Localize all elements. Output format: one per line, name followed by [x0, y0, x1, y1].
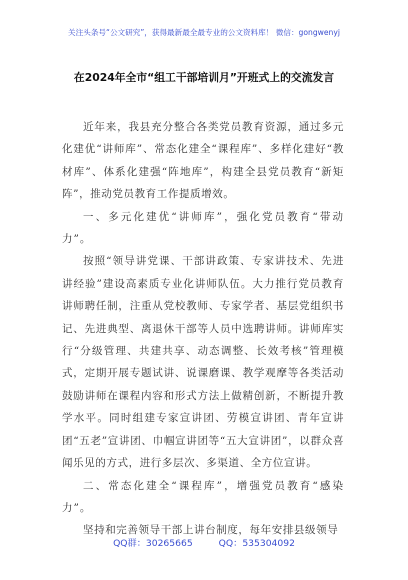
- header-banner: 关注头条号“公文研究”，获得最新最全最专业的公文资料库！ 微信：gongwenyj: [68, 28, 340, 37]
- footer-qq: QQ：535304092: [218, 538, 295, 549]
- footer-qq-group: QQ群：30265665: [113, 538, 193, 549]
- paragraph-intro: 近年来，我县充分整合各类党员教育资源，通过多元化建优“讲师库”、常态化建全“课程库”、多样化建好“教材库”、体系化建强“阵地库”，构建全县党员教育“新矩阵”，推动党员教育工作提质增效。: [62, 121, 344, 201]
- paragraph-section-2: 坚持和完善领导干部上讲台制度，每年安排县级领导: [83, 524, 339, 537]
- document-title: 在2024年全市“组工干部培训月”开班式上的交流发言: [73, 71, 335, 84]
- paragraph-section-1: 按照“领导讲党课、干部讲政策、专家讲技术、先进讲经验”建设高素质专业化讲师队伍。大力推行党员教育讲师聘任制，注重从党校教师、专家学者、基层党组织书记、先进典型、离退休干部等人员中选聘讲师。讲师库实行“分级管理、共建共享、动态调整、长效考核”管理模式，定期开展专题试讲、说课磨课、教学观摩等各类活动鼓励讲师在课程内容和形式方法上做精创新，不断提升教学水平。同时组建专家宣讲团、劳模宣讲团、青年宣讲团“五老”宣讲团、巾帼宣讲团等“五大宣讲团”，以群众喜闻乐见的方式，进行多层次、多渠道、全方位宣讲。: [62, 255, 344, 470]
- section-heading-1: 一、多元化建优“讲师库”，强化党员教育“带动力”。: [62, 210, 344, 246]
- footer-contact: [0, 535, 408, 549]
- document-body: [62, 116, 344, 542]
- section-heading-2: 二、常态化建全“课程库”，增强党员教育“感染力”。: [62, 479, 344, 514]
